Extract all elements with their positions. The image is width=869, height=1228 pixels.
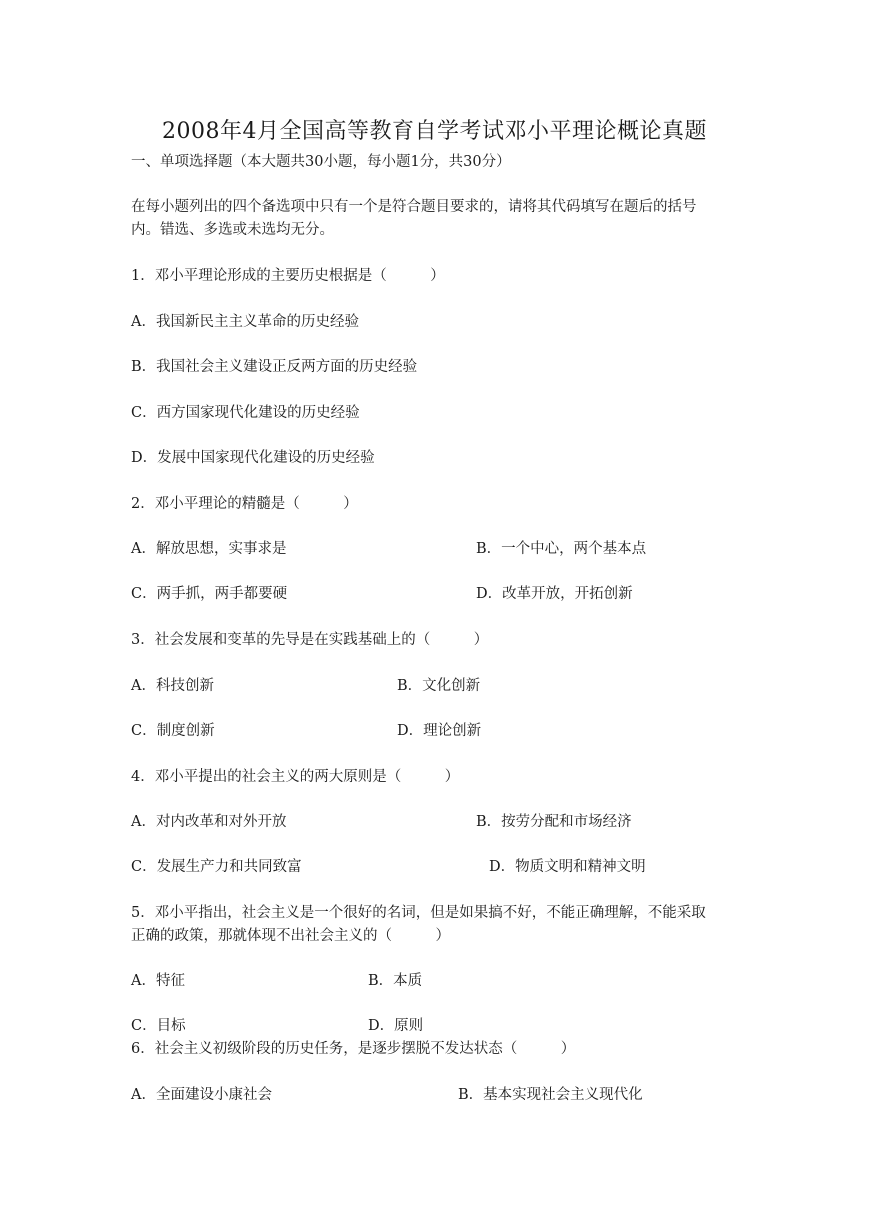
question-4-option-b: B．按劳分配和市场经济 (476, 814, 632, 830)
question-4-option-c: C．发展生产力和共同致富 (131, 859, 302, 875)
instructions-line-2: 内。错选、多选或未选均无分。 (131, 222, 334, 238)
question-6-stem: 6．社会主义初级阶段的历史任务，是逐步摆脱不发达状态（ ） (131, 1041, 576, 1057)
question-5-option-a: A．特征 (131, 973, 185, 989)
section-heading: 一、单项选择题（本大题共30小题，每小题1分，共30分） (131, 154, 511, 170)
question-1-option-a: A．我国新民主主义革命的历史经验 (131, 314, 359, 330)
question-5-option-c: C．目标 (131, 1018, 186, 1034)
question-3-stem: 3．社会发展和变革的先导是在实践基础上的（ ） (131, 632, 489, 648)
document-title: 2008年4月全国高等教育自学考试邓小平理论概论真题 (162, 119, 707, 144)
question-1-option-c: C．西方国家现代化建设的历史经验 (131, 405, 360, 421)
question-4-stem: 4．邓小平提出的社会主义的两大原则是（ ） (131, 769, 460, 785)
question-1-option-d: D．发展中国家现代化建设的历史经验 (131, 450, 375, 466)
question-2-option-b: B．一个中心，两个基本点 (476, 541, 647, 557)
question-2-option-c: C．两手抓，两手都要硬 (131, 586, 288, 602)
question-3-option-d: D．理论创新 (397, 723, 482, 739)
question-6-option-a: A．全面建设小康社会 (131, 1087, 272, 1103)
question-1-stem: 1．邓小平理论形成的主要历史根据是（ ） (131, 268, 445, 284)
question-4-option-d: D．物质文明和精神文明 (489, 859, 646, 875)
question-5-stem-line-2: 正确的政策，那就体现不出社会主义的（ ） (131, 928, 450, 944)
question-5-option-b: B．本质 (368, 973, 423, 989)
instructions-line-1: 在每小题列出的四个备选项中只有一个是符合题目要求的，请将其代码填写在题后的括号 (131, 199, 697, 215)
question-1-option-b: B．我国社会主义建设正反两方面的历史经验 (131, 359, 418, 375)
question-5-option-d: D．原则 (368, 1018, 424, 1034)
question-2-stem: 2．邓小平理论的精髓是（ ） (131, 496, 358, 512)
question-4-option-a: A．对内改革和对外开放 (131, 814, 287, 830)
question-2-option-d: D．改革开放，开拓创新 (476, 586, 633, 602)
question-5-stem-line-1: 5．邓小平指出，社会主义是一个很好的名词，但是如果搞不好，不能正确理解，不能采取 (131, 905, 706, 921)
question-6-option-b: B．基本实现社会主义现代化 (458, 1087, 643, 1103)
question-3-option-b: B．文化创新 (397, 678, 481, 694)
question-2-option-a: A．解放思想，实事求是 (131, 541, 287, 557)
question-3-option-a: A．科技创新 (131, 678, 214, 694)
question-3-option-c: C．制度创新 (131, 723, 215, 739)
